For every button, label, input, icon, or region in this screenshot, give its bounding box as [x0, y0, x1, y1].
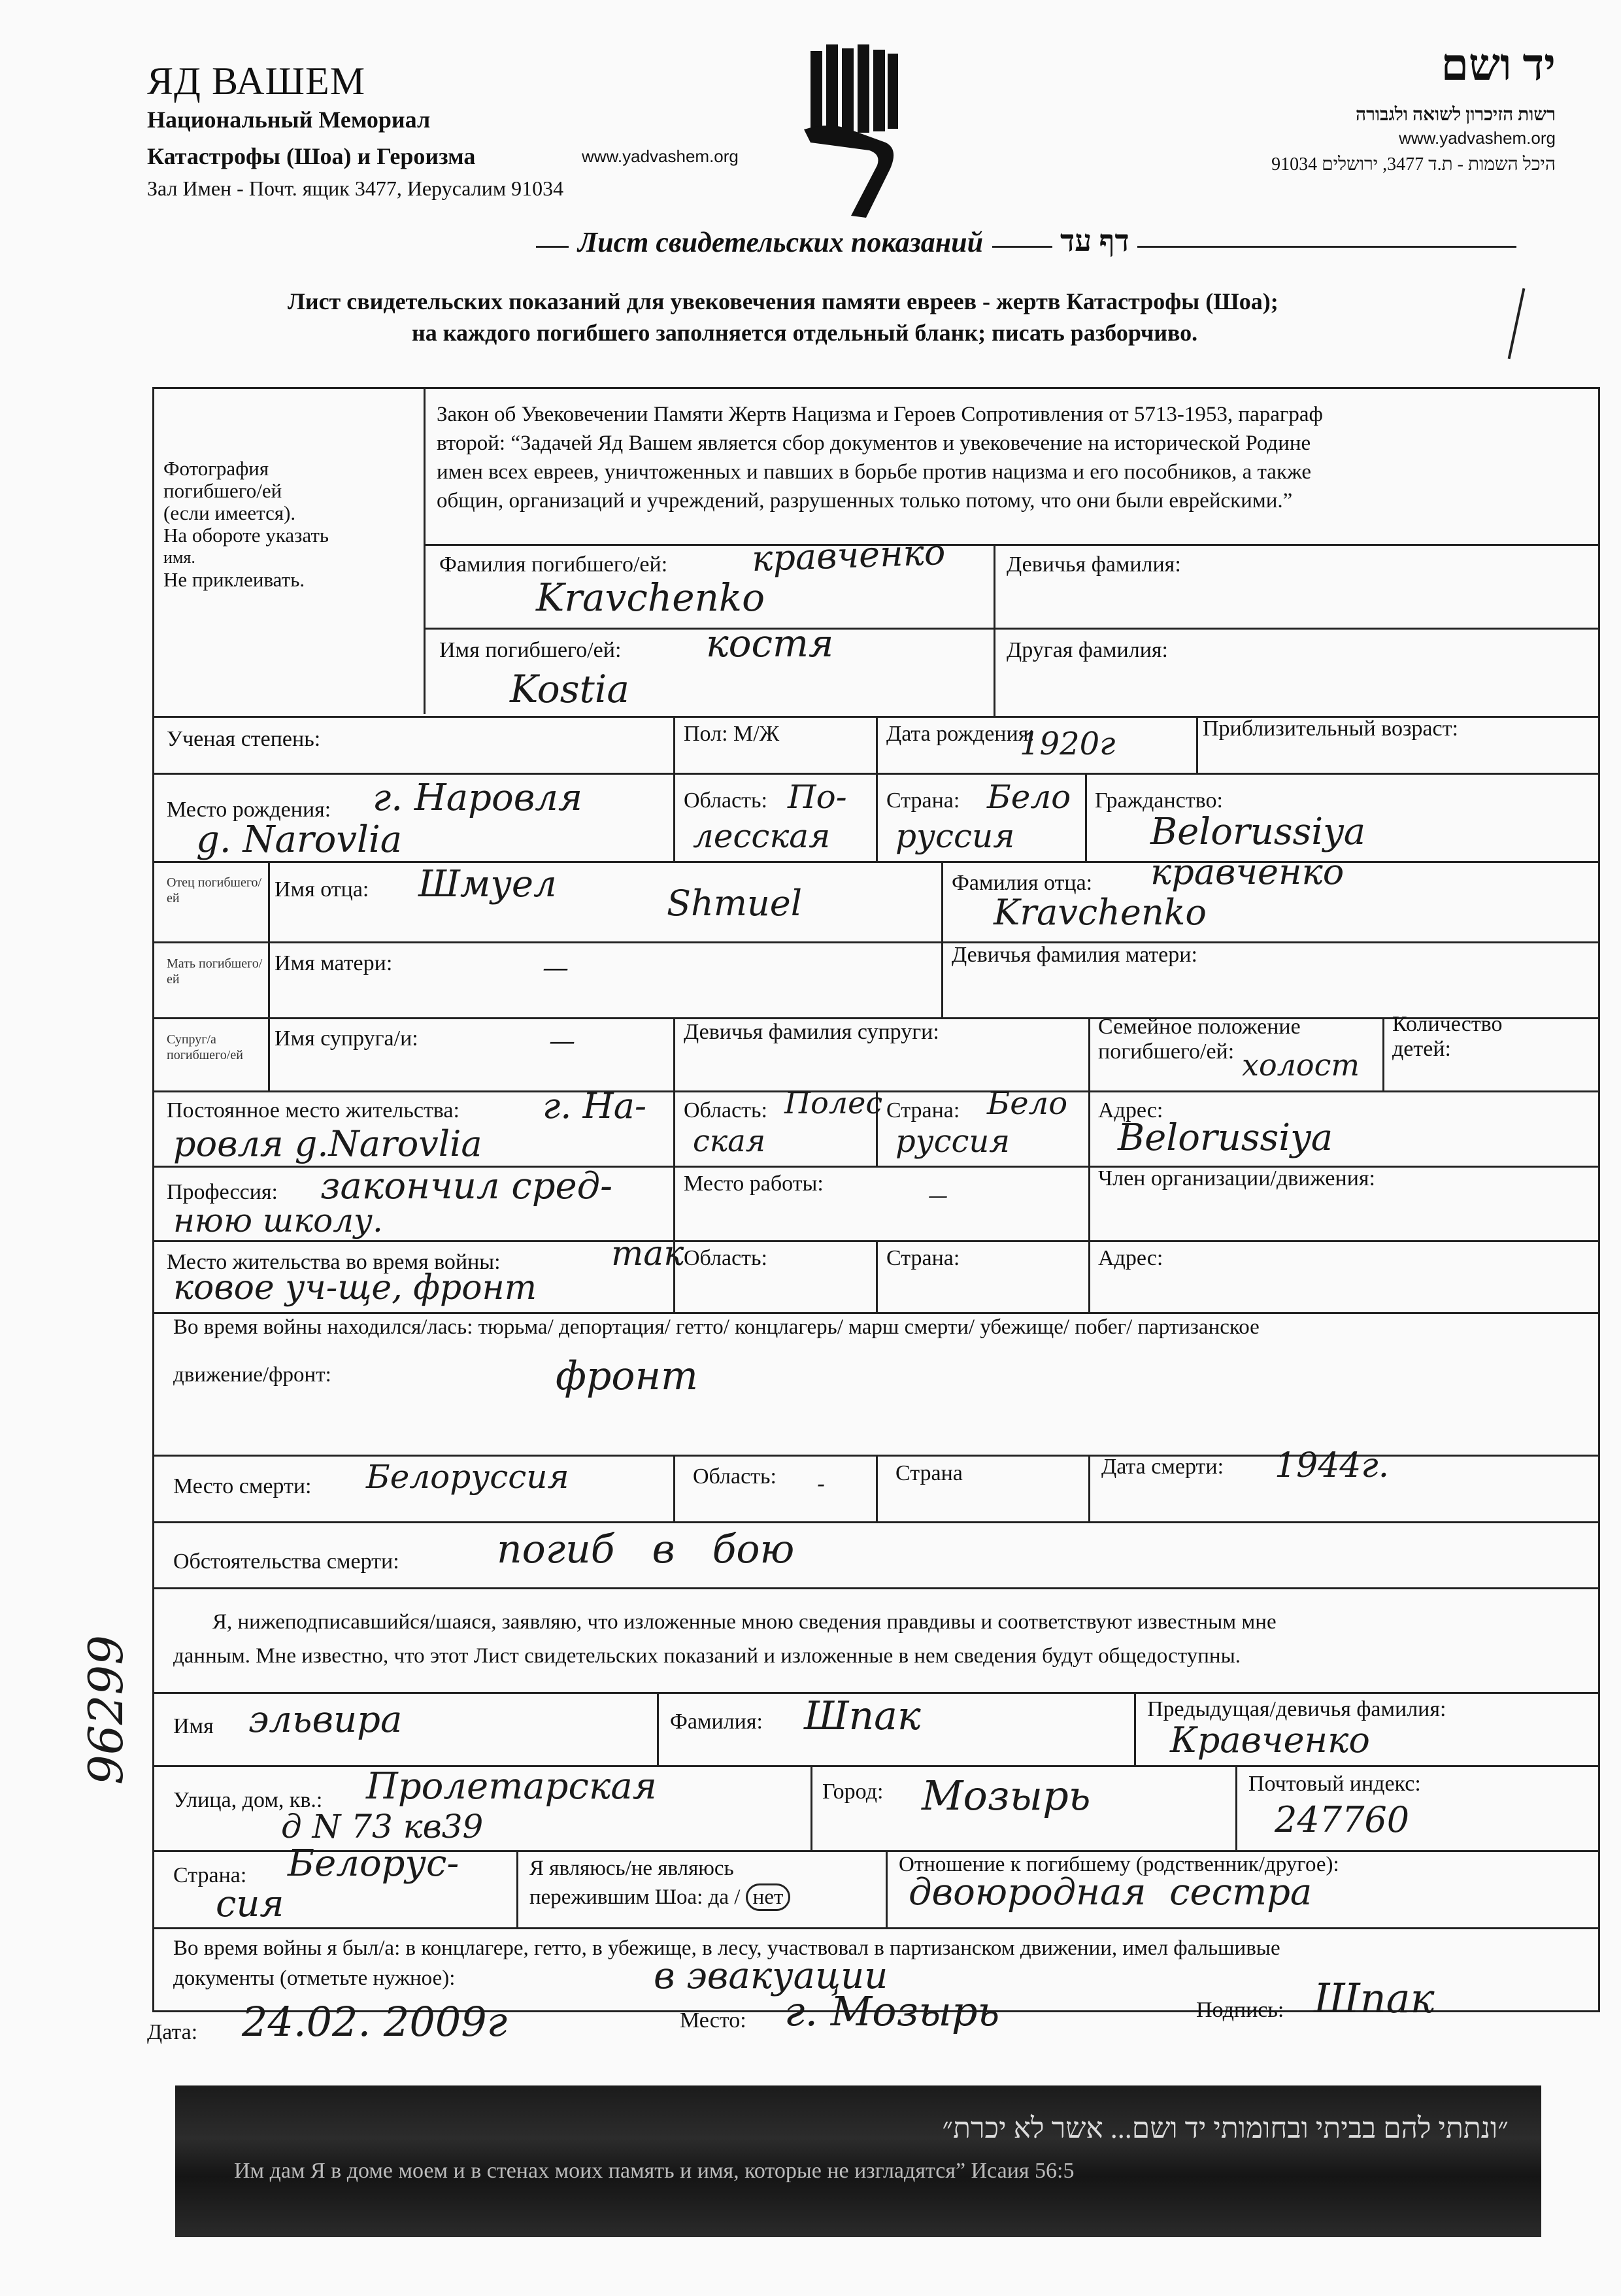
survivor-label-text: пережившим Шоа: — [529, 1885, 703, 1909]
street-value[interactable]: Пролетарская — [366, 1765, 657, 1808]
res-region-value[interactable]: Полес — [784, 1085, 883, 1121]
submitter-surname-label: Фамилия: — [670, 1710, 763, 1734]
birthplace-latin-value[interactable]: g. Narovlia — [196, 819, 403, 861]
mother-side-label: Мать погибшего/ей — [167, 956, 263, 987]
place-value[interactable]: г. Мозырь — [784, 1987, 1000, 2035]
bp-region-value[interactable]: По- — [788, 778, 847, 816]
mother-name-label: Имя матери: — [275, 951, 393, 975]
col-dob — [876, 716, 878, 773]
law-line-1: Закон об Увековечении Памяти Жертв Нацизма и Героев Сопротивления от 5713-1953, параграф — [437, 403, 1323, 426]
spouse-side-label: Супруг/а погибшего/ей — [167, 1032, 243, 1062]
col-bp-country — [876, 773, 878, 862]
war-address-label: Адрес: — [1098, 1246, 1163, 1270]
row-line-circ-bottom — [152, 1587, 1600, 1589]
submitter-war-label-2: документы (отметьте нужное): — [173, 1967, 456, 1990]
col-sub-prev — [1134, 1692, 1136, 1766]
col-bp-citizen — [1085, 773, 1087, 862]
submitter-prev-value[interactable]: Кравченко — [1170, 1719, 1370, 1761]
col-spouse-marital — [1088, 1017, 1090, 1091]
photo-line-6: Не приклеивать. — [163, 568, 305, 591]
marital-status-value[interactable]: холост — [1242, 1047, 1360, 1083]
col-res-region — [673, 1090, 675, 1313]
street-label: Улица, дом, кв.: — [173, 1788, 323, 1812]
col-res-address — [1088, 1090, 1090, 1166]
col-war-address — [1088, 1240, 1090, 1313]
spouse-name-value[interactable]: — — [549, 1026, 575, 1056]
war-residence-label: Место жительства во время войны: — [167, 1250, 501, 1274]
children-count-label — [1392, 1012, 1503, 1062]
father-surname-latin-value[interactable]: Kravchenko — [994, 892, 1207, 933]
birthplace-value[interactable]: г. Наровля — [373, 777, 583, 819]
marital-status-line-2: погибшего/ей: — [1098, 1039, 1235, 1064]
war-region-label: Область: — [684, 1246, 767, 1270]
submitter-war-label-1: Во время войны я был/а: в концлагере, гетто, в убежище, в лесу, участвовал в партизанском движении, имел фальшивые — [173, 1936, 1280, 1960]
instruction-line-2: на каждого погибшего заполняется отдельный бланк; писать разборчиво. — [412, 320, 1198, 346]
victim-surname-latin-value[interactable]: Kravchenko — [536, 575, 765, 620]
col-parent-side — [268, 861, 270, 1091]
dob-value[interactable]: 1920г — [1020, 726, 1116, 762]
war-status-label-2: движение/фронт: — [173, 1363, 331, 1387]
war-status-value[interactable]: фронт — [556, 1353, 698, 1399]
workplace-label: Место работы: — [684, 1172, 824, 1196]
col-spouse-maiden — [673, 1017, 675, 1091]
row-line-country-bottom — [152, 1927, 1600, 1929]
col-sub-zip — [1235, 1765, 1237, 1851]
submitter-surname-value[interactable]: Шпак — [804, 1693, 921, 1739]
pen-mark — [1508, 288, 1526, 359]
profession-value-2[interactable]: нюю школу. — [173, 1202, 383, 1240]
bp-country-label: Страна: — [886, 788, 960, 813]
col-sex — [673, 716, 675, 773]
relation-label: Отношение к погибшему (родственник/другое): — [899, 1853, 1339, 1876]
father-surname-value[interactable]: кравченко — [1150, 851, 1345, 892]
spouse-maiden-label: Девичья фамилия супруги: — [684, 1020, 939, 1044]
col-death-region — [673, 1455, 675, 1522]
photo-line-2: погибшего/ей — [163, 479, 282, 502]
photo-line-4: На обороте указать — [163, 524, 329, 547]
col-prof-member — [1088, 1166, 1090, 1241]
father-name-label: Имя отца: — [275, 877, 369, 902]
survivor-label-line-2: пережившим Шоа: да / нет — [529, 1883, 790, 1912]
law-line-4: общин, организаций и учреждений, разрушенных только потому, что они были еврейскими.” — [437, 489, 1293, 513]
submitter-prev-label: Предыдущая/девичья фамилия: — [1147, 1697, 1446, 1721]
dob-label: Дата рождения: — [886, 722, 1035, 746]
death-circ-label: Обстоятельства смерти: — [173, 1549, 399, 1574]
sex-label: Пол: М/Ж — [684, 722, 780, 746]
stamp-number: 96299 — [78, 1634, 133, 1785]
death-region-label: Область: — [693, 1464, 777, 1489]
org-subtitle-2: Катастрофы (Шоа) и Героизма — [147, 143, 476, 169]
bp-country-value[interactable]: Бело — [987, 778, 1071, 816]
residence-value-2[interactable]: ровля g.Narovlia — [173, 1123, 482, 1164]
death-date-value[interactable]: 1944г. — [1275, 1446, 1390, 1485]
marital-status-line-1: Семейное положение — [1098, 1015, 1301, 1039]
signature-value[interactable]: Шпак — [1314, 1974, 1435, 2022]
sub-country-value-2[interactable]: сия — [216, 1883, 284, 1925]
father-name-value[interactable]: Шмуел — [418, 863, 557, 905]
col-war-country — [876, 1240, 878, 1313]
victim-name-divider — [994, 544, 995, 717]
children-count-line-2: детей: — [1392, 1037, 1451, 1061]
survivor-label — [529, 1854, 790, 1912]
sub-country-label: Страна: — [173, 1863, 247, 1887]
address-ru: Зал Имен - Почт. ящик 3477, Иерусалим 91034 — [147, 177, 564, 200]
res-region-label: Область: — [684, 1098, 767, 1123]
birthplace-label: Место рождения: — [167, 798, 331, 822]
victim-name-value[interactable]: костя — [706, 621, 834, 666]
declaration-text — [173, 1605, 1277, 1673]
victim-name-label: Имя погибшего/ей: — [439, 638, 622, 662]
submitter-name-value[interactable]: эльвира — [248, 1698, 403, 1741]
profession-value[interactable]: закончил сред- — [320, 1165, 613, 1207]
survivor-label-line-1: Я являюсь/не являюсь — [529, 1857, 734, 1880]
spouse-name-label: Имя супруга/и: — [275, 1026, 418, 1051]
law-line-2: второй: “Задачей Яд Вашем является сбор документов и увековечение на исторической Родине — [437, 431, 1311, 455]
res-address-value[interactable]: Belorussiya — [1118, 1117, 1333, 1159]
law-line-3: имен всех евреев, уничтоженных и павших в борьбе против нацизма и его пособников, а также — [437, 460, 1311, 484]
signature-label: Подпись: — [1196, 1998, 1284, 2022]
res-country-label: Страна: — [886, 1098, 960, 1123]
profession-label: Профессия: — [167, 1180, 278, 1204]
row-line-father-bottom — [152, 941, 1600, 943]
victim-surname-label: Фамилия погибшего/ей: — [439, 552, 668, 577]
col-father-surname — [941, 861, 943, 1018]
address-he: היכל השמות - ת.ד 3477, ירושלים 91034 — [1271, 154, 1556, 175]
survivor-no-option[interactable]: нет — [746, 1883, 791, 1911]
workplace-value[interactable]: — — [928, 1185, 948, 1207]
form-title-he: דף עד — [1052, 224, 1137, 258]
mother-maiden-label: Девичья фамилия матери: — [952, 943, 1197, 967]
photo-instructions — [163, 458, 329, 591]
street-value-2[interactable]: д N 73 кв39 — [281, 1808, 484, 1846]
death-date-label: Дата смерти: — [1101, 1455, 1224, 1479]
citizenship-label: Гражданство: — [1095, 788, 1223, 813]
org-name-he: יד ושם — [1441, 40, 1556, 90]
res-country-value-2[interactable]: руссия — [895, 1123, 1011, 1160]
residence-label: Постоянное место жительства: — [167, 1098, 460, 1123]
zip-label: Почтовый индекс: — [1248, 1772, 1421, 1796]
city-label: Город: — [822, 1780, 884, 1804]
citizenship-value[interactable]: Belorussiya — [1150, 811, 1366, 853]
sub-country-value[interactable]: Белорус- — [288, 1842, 460, 1885]
relation-value[interactable]: двоюродная сестра — [909, 1871, 1312, 1914]
website-left: www.yadvashem.org — [582, 146, 739, 166]
col-sub-surname — [657, 1692, 659, 1766]
other-name-label: Другая фамилия: — [1007, 638, 1168, 662]
declaration-line-2: данным. Мне известно, что этот Лист свидетельских показаний и изложенные в нем сведения будут общедоступны. — [173, 1644, 1241, 1668]
footer-quote-ru: Им дам Я в доме моем и в стенах моих память и имя, которые не изгладятся” Исаия 56:5 — [234, 2159, 1075, 2183]
children-count-line-1: Количество — [1392, 1012, 1503, 1036]
survivor-yes-option[interactable]: да — [708, 1885, 729, 1909]
father-surname-label: Фамилия отца: — [952, 871, 1093, 895]
maiden-name-label: Девичья фамилия: — [1007, 552, 1181, 577]
death-circ-value[interactable]: погиб в бою — [497, 1527, 795, 1572]
law-bottom-line — [424, 544, 1600, 546]
bp-region-value-2[interactable]: лесская — [693, 817, 831, 855]
footer-quote-he: ״ונתתי להם בביתי ובחומותי יד ושם... אשר לא יכרת״ — [942, 2112, 1509, 2144]
org-subtitle-1: Национальный Мемориал — [147, 107, 431, 133]
photo-line-1: Фотография — [163, 457, 269, 480]
col-sub-city — [811, 1765, 812, 1851]
declaration-line-1: Я, нижеподписавшийся/шаяся, заявляю, что изложенные мною сведения правдивы и соответствуют известным мне — [212, 1610, 1277, 1634]
law-text — [437, 400, 1323, 515]
col-death-date — [1088, 1455, 1090, 1522]
res-region-value-2[interactable]: ская — [693, 1123, 766, 1158]
victim-name-latin-value[interactable]: Kostia — [510, 667, 629, 711]
father-side-label: Отец погибшего/ей — [167, 875, 262, 905]
father-name-latin-value[interactable]: Shmuel — [667, 883, 802, 924]
instruction-line-1: Лист свидетельских показаний для увековечения памяти евреев - жертв Катастрофы (Шоа); — [288, 288, 1278, 314]
website-right: www.yadvashem.org — [1399, 128, 1556, 148]
col-death-country — [876, 1455, 878, 1522]
degree-label: Ученая степень: — [167, 727, 321, 751]
date-label: Дата: — [147, 2020, 198, 2044]
mother-name-value[interactable]: — — [543, 953, 569, 983]
footer-band — [175, 2085, 1541, 2237]
bp-country-value-2[interactable]: руссия — [895, 817, 1015, 855]
org-name-ru: ЯД ВАШЕМ — [147, 59, 366, 103]
form-title: Лист свидетельских показаний — [569, 226, 992, 259]
bp-region-label: Область: — [684, 788, 767, 813]
death-place-label: Место смерти: — [173, 1474, 312, 1498]
photo-line-5: имя. — [163, 548, 195, 567]
victim-surname-value[interactable]: кравченко — [750, 531, 946, 580]
photo-box-divider — [424, 387, 426, 714]
place-label: Место: — [680, 2008, 746, 2033]
submitter-name-label: Имя — [173, 1714, 214, 1738]
war-residence-value[interactable]: так — [611, 1234, 684, 1274]
victim-row-line — [424, 628, 1600, 630]
age-label: Приблизительный возраст: — [1203, 717, 1458, 741]
war-residence-value-2[interactable]: ковое уч-ще, фронт — [173, 1268, 537, 1308]
member-org-label: Член организации/движения: — [1098, 1166, 1375, 1190]
col-sub-relation — [886, 1850, 888, 1928]
col-age — [1196, 716, 1198, 773]
zip-value[interactable]: 247760 — [1275, 1799, 1410, 1840]
date-value[interactable]: 24.02. 2009г — [242, 1998, 508, 2046]
res-address-label: Адрес: — [1098, 1098, 1163, 1123]
photo-line-3: (если имеется). — [163, 501, 296, 524]
death-country-label: Страна — [895, 1461, 963, 1485]
war-country-label: Страна: — [886, 1246, 960, 1270]
col-spouse-children — [1382, 1017, 1384, 1091]
death-region-value[interactable]: - — [817, 1471, 826, 1498]
yad-vashem-logo-icon — [804, 44, 902, 221]
res-country-value[interactable]: Бело — [987, 1085, 1068, 1122]
col-bp-region — [673, 773, 675, 862]
death-place-value[interactable]: Белоруссия — [366, 1458, 569, 1496]
org-he-line1: רשות הזיכרון לשואה ולגבורה — [1355, 105, 1556, 125]
city-value[interactable]: Мозырь — [922, 1772, 1091, 1819]
col-sub-survivor — [516, 1850, 518, 1928]
residence-value[interactable]: г. На- — [543, 1085, 647, 1126]
submitter-war-value[interactable]: в эвакуации — [654, 1955, 888, 1997]
war-status-label-1: Во время войны находился/лась: тюрьма/ депортация/ гетто/ концлагерь/ марш смерти/ убежище/ побег/ партизанское — [173, 1315, 1260, 1339]
